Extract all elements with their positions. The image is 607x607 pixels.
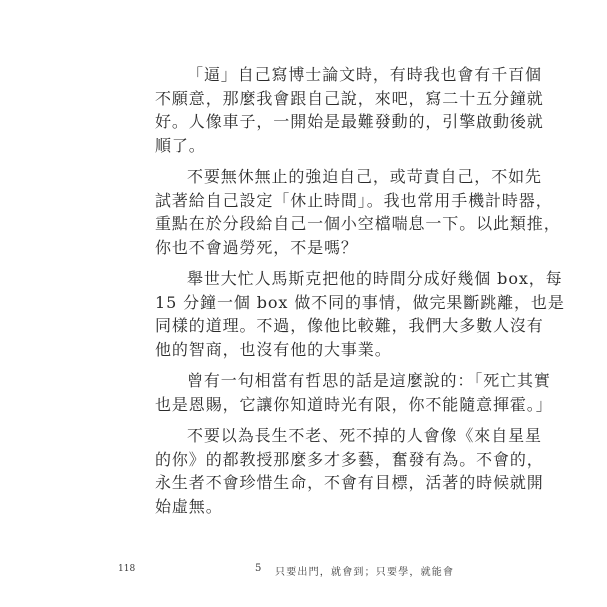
text-line: 永生者不會珍惜生命，不會有目標，活著的時候就開 [155, 473, 544, 492]
text-line: 15 分鐘一個 box 做不同的事情，做完果斷跳離，也是 [155, 292, 565, 312]
paragraph [155, 267, 565, 361]
body-text [155, 63, 565, 526]
text-line: 不要以為長生不老、死不掉的人會像《來自星星 [187, 426, 542, 445]
text-line: 曾有一句相當有哲思的話是這麼說的：「死亡其實 [187, 371, 551, 390]
paragraph [155, 424, 544, 518]
text-line: 始虛無。 [155, 496, 223, 516]
paragraph [155, 165, 561, 259]
text-line: 舉世大忙人馬斯克把他的時間分成好幾個 box，每 [187, 269, 563, 288]
text-line: 不要無休無止的強迫自己，或苛責自己，不如先 [187, 167, 542, 186]
paragraph [155, 63, 544, 157]
paragraph [155, 369, 553, 416]
text-line: 試著給自己設定「休止時間」。我也常用手機計時器， [155, 190, 553, 210]
text-line: 「逼」自己寫博士論文時，有時我也會有千百個 [187, 65, 542, 84]
text-line: 好。人像車子，一開始是最難發動的，引擎啟動後就 [155, 112, 544, 131]
text-line: 你也不會過勞死，不是嗎？ [155, 237, 358, 257]
text-line: 不願意，那麼我會跟自己說，來吧，寫二十五分鐘就 [155, 88, 544, 108]
text-line: 的你》的都教授那麼多才多藝，奮發有為。不會的， [155, 449, 544, 469]
running-head: 只要出門，就會到；只要學，就能會 [275, 567, 455, 578]
text-line: 他的智商，也沒有他的大事業。 [155, 339, 392, 359]
chapter-number: 5 [255, 563, 262, 574]
text-line: 重點在於分段給自己一個小空檔喘息一下。以此類推， [155, 214, 561, 233]
text-line: 也是恩賜，它讓你知道時光有限，你不能隨意揮霍。」 [155, 394, 553, 414]
text-line: 順了。 [155, 135, 206, 155]
page-number: 118 [118, 564, 136, 574]
page-footer [118, 562, 457, 578]
text-line: 同樣的道理。不過，像他比較難，我們大多數人沒有 [155, 316, 544, 335]
